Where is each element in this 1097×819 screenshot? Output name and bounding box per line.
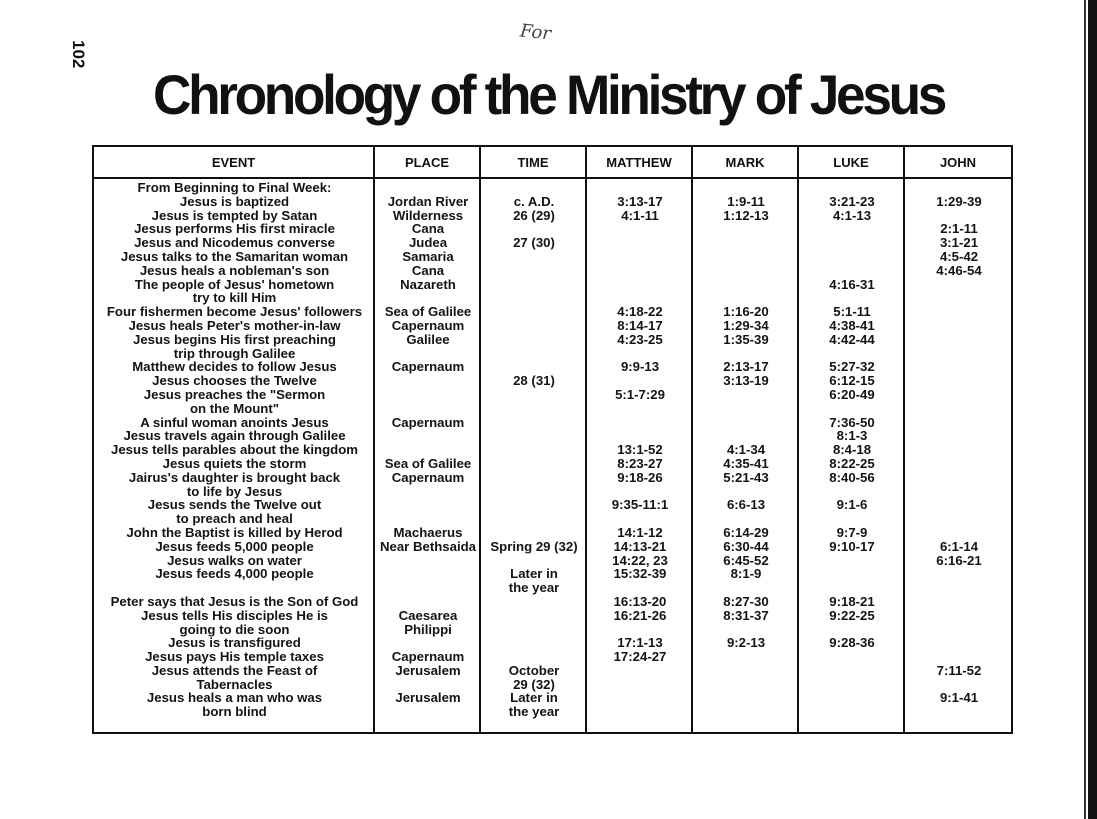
- time-cell: [481, 264, 587, 278]
- matthew-cell: 4:1-11: [621, 207, 659, 223]
- luke-cell: 8:4-18: [832, 442, 872, 458]
- matthew-cell: 3:13-17: [617, 193, 663, 209]
- header-time: TIME: [517, 155, 549, 170]
- luke-cell: [799, 291, 905, 305]
- chronology-table: [92, 145, 1013, 734]
- time-cell: Later in: [510, 566, 558, 582]
- event-cell: Jesus chooses the Twelve: [152, 373, 317, 389]
- event-cell: Jesus and Nicodemus converse: [134, 235, 335, 251]
- place-cell: [375, 402, 481, 416]
- mark-cell: [693, 705, 799, 719]
- event-cell: going to die soon: [179, 621, 290, 637]
- john-column: [905, 181, 1013, 719]
- time-cell: [481, 595, 587, 609]
- header-luke: LUKE: [833, 155, 869, 170]
- matthew-cell: [587, 416, 693, 430]
- luke-column: [799, 181, 905, 719]
- matthew-cell: 9:35-11:1: [611, 497, 669, 513]
- event-cell: Peter says that Jesus is the Son of God: [110, 593, 359, 609]
- matthew-cell: 8:14-17: [617, 317, 663, 333]
- time-cell: [481, 250, 587, 264]
- place-cell: Jordan River: [387, 193, 469, 209]
- event-cell: [94, 581, 375, 595]
- event-cell: From Beginning to Final Week:: [137, 180, 332, 195]
- matthew-cell: 17:24-27: [613, 649, 667, 665]
- place-cell: Machaerus: [393, 524, 463, 540]
- matthew-cell: 4:23-25: [617, 331, 663, 347]
- time-cell: 26 (29): [513, 207, 555, 223]
- luke-cell: [799, 650, 905, 664]
- place-cell: [375, 374, 481, 388]
- luke-cell: 5:27-32: [829, 359, 875, 375]
- luke-cell: [799, 664, 905, 678]
- time-cell: 29 (32): [513, 676, 555, 692]
- matthew-cell: [587, 250, 693, 264]
- mark-cell: 6:6-13: [726, 497, 766, 513]
- event-cell: Matthew decides to follow Jesus: [132, 359, 337, 375]
- mark-cell: [693, 485, 799, 499]
- time-column: [481, 181, 587, 719]
- mark-cell: 2:13-17: [723, 359, 769, 375]
- page-number: 102: [69, 40, 88, 69]
- time-cell: [481, 554, 587, 568]
- mark-cell: [693, 388, 799, 402]
- place-cell: Jerusalem: [395, 662, 461, 678]
- luke-cell: 9:1-6: [836, 497, 868, 513]
- place-cell: [375, 554, 481, 568]
- john-cell: [905, 512, 1013, 526]
- event-cell: Jesus heals a man who was: [146, 690, 323, 706]
- mark-cell: [693, 181, 799, 195]
- place-cell: Philippi: [404, 621, 452, 637]
- header-john: JOHN: [939, 155, 977, 170]
- john-cell: 6:16-21: [936, 552, 982, 568]
- event-cell: trip through Galilee: [173, 345, 296, 361]
- event-cell: Jesus talks to the Samaritan woman: [120, 248, 349, 264]
- time-cell: [481, 609, 587, 623]
- event-cell: Tabernacles: [196, 676, 273, 692]
- mark-cell: 1:12-13: [723, 207, 769, 223]
- mark-cell: 8:1-9: [730, 566, 762, 582]
- time-cell: [481, 305, 587, 319]
- event-cell: Jesus attends the Feast of: [151, 662, 318, 678]
- matthew-cell: 5:1-7:29: [615, 386, 665, 402]
- event-cell: Jesus performs His first miracle: [134, 221, 335, 237]
- time-cell: [481, 319, 587, 333]
- john-cell: [905, 443, 1013, 457]
- matthew-cell: 14:22, 23: [612, 552, 668, 568]
- event-cell: try to kill Him: [192, 290, 277, 306]
- luke-cell: [799, 236, 905, 250]
- time-cell: [481, 222, 587, 236]
- luke-cell: [799, 181, 905, 195]
- matthew-cell: [587, 678, 693, 692]
- john-cell: [905, 650, 1013, 664]
- luke-cell: 4:38-41: [829, 317, 875, 333]
- john-cell: [905, 581, 1013, 595]
- place-cell: Near Bethsaida: [379, 538, 476, 554]
- time-cell: c. A.D.: [513, 193, 555, 209]
- luke-cell: 8:22-25: [829, 455, 875, 471]
- mark-cell: [693, 429, 799, 443]
- place-cell: Capernaum: [391, 649, 465, 665]
- mark-cell: [693, 512, 799, 526]
- place-cell: [375, 595, 481, 609]
- matthew-cell: [587, 222, 693, 236]
- mark-cell: 6:30-44: [723, 538, 769, 554]
- mark-column: [693, 181, 799, 719]
- time-cell: the year: [508, 704, 560, 720]
- mark-cell: [693, 236, 799, 250]
- john-cell: [905, 278, 1013, 292]
- matthew-cell: [587, 623, 693, 637]
- matthew-cell: [587, 485, 693, 499]
- time-cell: October: [508, 662, 560, 678]
- mark-cell: 1:16-20: [723, 304, 769, 320]
- time-cell: the year: [508, 580, 560, 596]
- time-cell: [481, 333, 587, 347]
- mark-cell: 4:35-41: [723, 455, 769, 471]
- place-cell: Jerusalem: [395, 690, 461, 706]
- luke-cell: [799, 347, 905, 361]
- time-cell: 28 (31): [513, 373, 555, 389]
- luke-cell: [799, 222, 905, 236]
- john-cell: [905, 429, 1013, 443]
- place-cell: [375, 636, 481, 650]
- john-cell: 4:46-54: [936, 262, 982, 278]
- place-cell: [375, 498, 481, 512]
- mark-cell: 1:9-11: [727, 193, 765, 209]
- mark-cell: 4:1-34: [726, 442, 766, 458]
- matthew-cell: [587, 691, 693, 705]
- time-cell: [481, 278, 587, 292]
- matthew-cell: [587, 278, 693, 292]
- place-cell: [375, 347, 481, 361]
- luke-cell: 9:10-17: [829, 538, 875, 554]
- mark-cell: [693, 347, 799, 361]
- time-cell: [481, 471, 587, 485]
- luke-cell: 6:20-49: [829, 386, 875, 402]
- mark-cell: [693, 222, 799, 236]
- mark-cell: 5:21-43: [723, 469, 769, 485]
- place-column: [375, 181, 481, 719]
- time-cell: Spring 29 (32): [490, 538, 578, 554]
- place-cell: [375, 567, 481, 581]
- john-cell: [905, 526, 1013, 540]
- place-cell: [375, 388, 481, 402]
- luke-cell: 9:18-21: [829, 593, 875, 609]
- event-cell: on the Mount": [189, 400, 279, 416]
- matthew-cell: [587, 291, 693, 305]
- luke-cell: [799, 691, 905, 705]
- event-cell: to preach and heal: [176, 511, 293, 527]
- place-cell: Sea of Galilee: [384, 455, 472, 471]
- john-cell: 4:5-42: [939, 248, 979, 264]
- event-cell: Jesus begins His first preaching: [132, 331, 336, 347]
- matthew-cell: [587, 236, 693, 250]
- john-cell: [905, 402, 1013, 416]
- luke-cell: 4:1-13: [832, 207, 872, 223]
- matthew-cell: [587, 264, 693, 278]
- mark-cell: 1:29-34: [723, 317, 769, 333]
- luke-cell: 6:12-15: [829, 373, 875, 389]
- handwritten-note: For: [518, 20, 552, 45]
- john-cell: [905, 705, 1013, 719]
- matthew-cell: 9:9-13: [620, 359, 660, 375]
- time-cell: [481, 636, 587, 650]
- john-cell: [905, 498, 1013, 512]
- matthew-cell: [587, 374, 693, 388]
- matthew-cell: [587, 664, 693, 678]
- place-cell: Judea: [408, 235, 448, 251]
- place-cell: Cana: [411, 221, 445, 237]
- john-cell: 7:11-52: [936, 662, 982, 678]
- event-cell: John the Baptist is killed by Herod: [126, 524, 343, 540]
- matthew-cell: [587, 581, 693, 595]
- matthew-cell: [587, 181, 693, 195]
- john-cell: [905, 636, 1013, 650]
- luke-cell: 4:42-44: [829, 331, 875, 347]
- mark-cell: [693, 623, 799, 637]
- time-cell: Later in: [510, 690, 558, 706]
- matthew-cell: [587, 512, 693, 526]
- event-cell: Jesus heals Peter's mother-in-law: [128, 317, 341, 333]
- event-cell: Jesus heals a nobleman's son: [139, 262, 330, 278]
- place-cell: Samaria: [402, 248, 454, 264]
- place-cell: [375, 512, 481, 526]
- place-cell: [375, 678, 481, 692]
- matthew-cell: 13:1-52: [617, 442, 663, 458]
- luke-cell: 4:16-31: [829, 276, 875, 292]
- john-cell: [905, 374, 1013, 388]
- john-cell: 3:1-21: [939, 235, 979, 251]
- matthew-cell: 14:13-21: [613, 538, 667, 554]
- time-cell: [481, 623, 587, 637]
- time-cell: [481, 347, 587, 361]
- luke-cell: 9:22-25: [829, 607, 875, 623]
- luke-cell: [799, 623, 905, 637]
- mark-cell: [693, 416, 799, 430]
- john-cell: [905, 595, 1013, 609]
- mark-cell: [693, 664, 799, 678]
- event-cell: born blind: [202, 704, 267, 720]
- luke-cell: [799, 264, 905, 278]
- matthew-cell: [587, 429, 693, 443]
- john-cell: 2:1-11: [940, 221, 978, 237]
- john-cell: [905, 567, 1013, 581]
- event-cell: Jesus is tempted by Satan: [151, 207, 318, 223]
- matthew-cell: 4:18-22: [617, 304, 663, 320]
- luke-cell: 8:1-3: [836, 428, 868, 444]
- mark-cell: 6:14-29: [723, 524, 769, 540]
- john-cell: [905, 388, 1013, 402]
- event-cell: Jesus tells parables about the kingdom: [111, 442, 358, 458]
- mark-cell: [693, 250, 799, 264]
- john-cell: [905, 209, 1013, 223]
- luke-cell: 3:21-23: [829, 193, 875, 209]
- john-cell: [905, 291, 1013, 305]
- john-cell: [905, 609, 1013, 623]
- mark-cell: [693, 581, 799, 595]
- event-cell: Jesus travels again through Galilee: [123, 428, 346, 444]
- place-cell: Galilee: [406, 331, 450, 347]
- event-cell: A sinful woman anoints Jesus: [140, 414, 329, 430]
- place-cell: Capernaum: [391, 414, 465, 430]
- event-column: [94, 181, 375, 719]
- john-cell: [905, 457, 1013, 471]
- luke-cell: [799, 567, 905, 581]
- mark-cell: [693, 678, 799, 692]
- john-cell: [905, 333, 1013, 347]
- matthew-cell: 16:21-26: [613, 607, 667, 623]
- john-cell: [905, 623, 1013, 637]
- matthew-cell: [587, 402, 693, 416]
- john-cell: 9:1-41: [939, 690, 979, 706]
- event-cell: Jesus sends the Twelve out: [147, 497, 322, 513]
- event-cell: Jesus feeds 5,000 people: [155, 538, 314, 554]
- mark-cell: [693, 691, 799, 705]
- place-cell: Capernaum: [391, 317, 465, 333]
- time-cell: [481, 457, 587, 471]
- luke-cell: [799, 485, 905, 499]
- mark-cell: 9:2-13: [726, 635, 766, 651]
- mark-cell: [693, 264, 799, 278]
- mark-cell: 3:13-19: [723, 373, 769, 389]
- event-cell: Jesus is transfigured: [168, 635, 301, 651]
- place-cell: [375, 581, 481, 595]
- matthew-column: [587, 181, 693, 719]
- luke-cell: [799, 250, 905, 264]
- john-cell: [905, 678, 1013, 692]
- event-cell: Jesus preaches the "Sermon: [143, 386, 326, 402]
- john-cell: [905, 471, 1013, 485]
- event-cell: Jesus walks on water: [167, 552, 302, 568]
- place-cell: [375, 705, 481, 719]
- place-cell: [375, 429, 481, 443]
- matthew-cell: [587, 705, 693, 719]
- matthew-cell: 9:18-26: [617, 469, 663, 485]
- john-cell: [905, 347, 1013, 361]
- matthew-cell: 8:23-27: [617, 455, 663, 471]
- mark-cell: 8:27-30: [723, 593, 769, 609]
- mark-cell: [693, 402, 799, 416]
- header-mark: MARK: [725, 155, 765, 170]
- john-cell: [905, 181, 1013, 195]
- luke-cell: 5:1-11: [833, 304, 871, 320]
- place-cell: Cana: [411, 262, 445, 278]
- mark-cell: [693, 291, 799, 305]
- event-cell: Jesus tells His disciples He is: [141, 607, 328, 623]
- john-cell: 6:1-14: [939, 538, 979, 554]
- time-cell: [481, 181, 587, 195]
- mark-cell: 1:35-39: [723, 331, 769, 347]
- event-cell: Jesus feeds 4,000 people: [155, 566, 314, 582]
- john-cell: [905, 319, 1013, 333]
- time-cell: [481, 402, 587, 416]
- page-title: Chronology of the Ministry of Jesus: [152, 63, 945, 126]
- header-event: EVENT: [211, 155, 256, 170]
- place-cell: [375, 443, 481, 457]
- time-cell: [481, 443, 587, 457]
- mark-cell: 8:31-37: [723, 607, 769, 623]
- event-cell: Four fishermen become Jesus' followers: [106, 304, 363, 320]
- luke-cell: 8:40-56: [829, 469, 875, 485]
- time-cell: [481, 485, 587, 499]
- time-cell: 27 (30): [513, 235, 555, 251]
- matthew-cell: [587, 347, 693, 361]
- scan-edge-line: [1084, 0, 1086, 819]
- luke-cell: [799, 402, 905, 416]
- place-cell: Wilderness: [392, 207, 464, 223]
- time-cell: [481, 291, 587, 305]
- place-cell: Capernaum: [391, 359, 465, 375]
- matthew-cell: 16:13-20: [613, 593, 667, 609]
- place-cell: Capernaum: [391, 469, 465, 485]
- place-cell: [375, 485, 481, 499]
- event-cell: The people of Jesus' hometown: [134, 276, 335, 292]
- john-cell: [905, 305, 1013, 319]
- time-cell: [481, 429, 587, 443]
- event-cell: Jesus quiets the storm: [162, 455, 307, 471]
- event-cell: Jairus's daughter is brought back: [128, 469, 341, 485]
- time-cell: [481, 360, 587, 374]
- time-cell: [481, 388, 587, 402]
- scan-edge: [1088, 0, 1097, 819]
- header-place: PLACE: [404, 155, 450, 170]
- place-cell: Caesarea: [398, 607, 458, 623]
- matthew-cell: 15:32-39: [613, 566, 667, 582]
- john-cell: [905, 485, 1013, 499]
- john-cell: [905, 360, 1013, 374]
- matthew-cell: 14:1-12: [617, 524, 663, 540]
- mark-cell: 6:45-52: [723, 552, 769, 568]
- luke-cell: [799, 512, 905, 526]
- luke-cell: 9:7-9: [836, 524, 868, 540]
- matthew-cell: 17:1-13: [617, 635, 663, 651]
- place-cell: [375, 291, 481, 305]
- luke-cell: [799, 705, 905, 719]
- luke-cell: 7:36-50: [829, 414, 875, 430]
- event-cell: to life by Jesus: [186, 483, 283, 499]
- mark-cell: [693, 278, 799, 292]
- place-cell: Sea of Galilee: [384, 304, 472, 320]
- luke-cell: [799, 678, 905, 692]
- time-cell: [481, 512, 587, 526]
- luke-cell: [799, 581, 905, 595]
- luke-cell: 9:28-36: [829, 635, 875, 651]
- luke-cell: [799, 554, 905, 568]
- event-cell: Jesus is baptized: [179, 193, 290, 209]
- place-cell: [375, 181, 481, 195]
- time-cell: [481, 416, 587, 430]
- header-matthew: MATTHEW: [606, 155, 672, 170]
- time-cell: [481, 526, 587, 540]
- john-cell: 1:29-39: [936, 193, 982, 209]
- john-cell: [905, 416, 1013, 430]
- place-cell: Nazareth: [400, 276, 456, 292]
- time-cell: [481, 498, 587, 512]
- event-cell: Jesus pays His temple taxes: [145, 649, 324, 665]
- mark-cell: [693, 650, 799, 664]
- time-cell: [481, 650, 587, 664]
